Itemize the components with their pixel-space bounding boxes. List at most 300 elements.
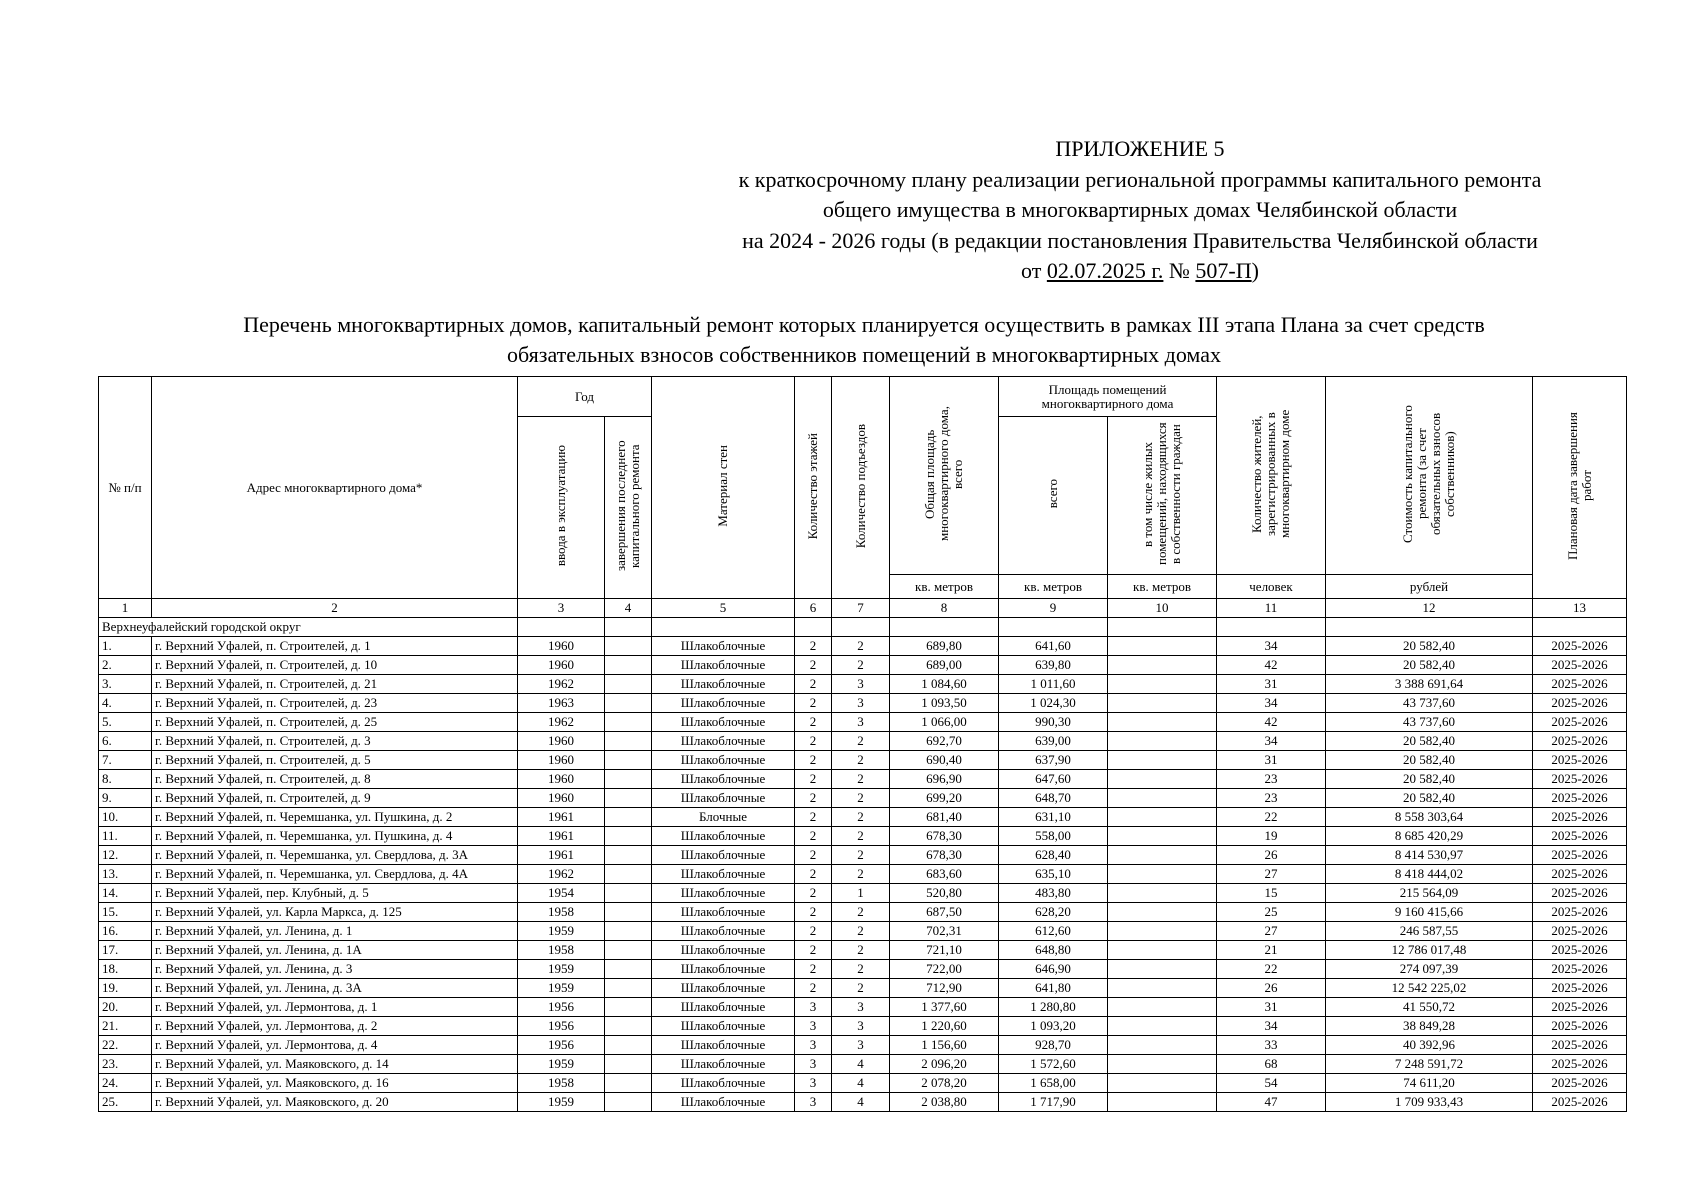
entrances-cell: 4	[832, 1093, 890, 1112]
entrances-cell: 3	[832, 1036, 890, 1055]
residents-cell: 23	[1217, 770, 1326, 789]
entrances-cell: 3	[832, 1017, 890, 1036]
wall-material-cell: Шлакоблочные	[652, 1017, 795, 1036]
commission-year-cell: 1961	[518, 827, 605, 846]
private-area-cell	[1108, 922, 1217, 941]
appendix-closing-paren: )	[1251, 258, 1259, 283]
private-area-cell	[1108, 1074, 1217, 1093]
repair-cost-cell: 8 418 444,02	[1326, 865, 1533, 884]
residents-cell: 42	[1217, 656, 1326, 675]
appendix-number: 507-П	[1195, 258, 1252, 283]
commission-year-cell: 1963	[518, 694, 605, 713]
column-number-8: 8	[890, 599, 999, 618]
row-number: 20.	[99, 998, 152, 1017]
entrances-cell: 2	[832, 922, 890, 941]
total-area-cell: 702,31	[890, 922, 999, 941]
premises-area-cell: 639,80	[999, 656, 1108, 675]
last-repair-year-cell	[605, 884, 652, 903]
wall-material-cell: Шлакоблочные	[652, 770, 795, 789]
column-number-12: 12	[1326, 599, 1533, 618]
planned-date-cell: 2025-2026	[1533, 713, 1627, 732]
planned-date-cell: 2025-2026	[1533, 808, 1627, 827]
floors-cell: 3	[795, 1074, 832, 1093]
floors-cell: 2	[795, 979, 832, 998]
column-number-11: 11	[1217, 599, 1326, 618]
commission-year-cell: 1960	[518, 637, 605, 656]
address-cell: г. Верхний Уфалей, п. Строителей, д. 9	[152, 789, 518, 808]
address-cell: г. Верхний Уфалей, ул. Маяковского, д. 14	[152, 1055, 518, 1074]
last-repair-year-cell	[605, 789, 652, 808]
commission-year-cell: 1959	[518, 960, 605, 979]
premises-area-cell: 628,20	[999, 903, 1108, 922]
commission-year-cell: 1956	[518, 1017, 605, 1036]
header-premises-private: в том числе жилых помещений, находящихся в собственности граждан	[1140, 422, 1183, 566]
last-repair-year-cell	[605, 732, 652, 751]
private-area-cell	[1108, 998, 1217, 1017]
residents-cell: 26	[1217, 979, 1326, 998]
table-row	[99, 1074, 1627, 1093]
floors-cell: 3	[795, 1093, 832, 1112]
wall-material-cell: Шлакоблочные	[652, 903, 795, 922]
address-cell: г. Верхний Уфалей, п. Черемшанка, ул. Пушкина, д. 2	[152, 808, 518, 827]
planned-date-cell: 2025-2026	[1533, 656, 1627, 675]
premises-area-cell: 1 280,80	[999, 998, 1108, 1017]
address-cell: г. Верхний Уфалей, ул. Ленина, д. 1А	[152, 941, 518, 960]
residents-cell: 22	[1217, 960, 1326, 979]
header-entrances: Количество подъездов	[852, 423, 868, 549]
wall-material-cell: Шлакоблочные	[652, 751, 795, 770]
entrances-cell: 2	[832, 732, 890, 751]
total-area-cell: 721,10	[890, 941, 999, 960]
address-cell: г. Верхний Уфалей, ул. Лермонтова, д. 2	[152, 1017, 518, 1036]
row-number: 15.	[99, 903, 152, 922]
row-number: 1.	[99, 637, 152, 656]
header-year-last-repair-cell	[605, 417, 652, 599]
planned-date-cell: 2025-2026	[1533, 922, 1627, 941]
address-cell: г. Верхний Уфалей, п. Строителей, д. 25	[152, 713, 518, 732]
last-repair-year-cell	[605, 637, 652, 656]
wall-material-cell: Блочные	[652, 808, 795, 827]
address-cell: г. Верхний Уфалей, п. Строителей, д. 5	[152, 751, 518, 770]
total-area-cell: 2 078,20	[890, 1074, 999, 1093]
appendix-date-prefix: от	[1021, 258, 1042, 283]
residents-cell: 27	[1217, 922, 1326, 941]
header-planned-date: Плановая дата завершения работ	[1564, 412, 1594, 560]
floors-cell: 2	[795, 713, 832, 732]
wall-material-cell: Шлакоблочные	[652, 637, 795, 656]
repair-cost-cell: 41 550,72	[1326, 998, 1533, 1017]
last-repair-year-cell	[605, 846, 652, 865]
total-area-cell: 681,40	[890, 808, 999, 827]
table-row	[99, 694, 1627, 713]
commission-year-cell: 1960	[518, 656, 605, 675]
premises-area-cell: 990,30	[999, 713, 1108, 732]
premises-area-cell: 635,10	[999, 865, 1108, 884]
address-cell: г. Верхний Уфалей, ул. Лермонтова, д. 4	[152, 1036, 518, 1055]
row-number: 6.	[99, 732, 152, 751]
row-number: 10.	[99, 808, 152, 827]
buildings-table	[98, 376, 1627, 1112]
column-number-1: 1	[99, 599, 152, 618]
premises-area-cell: 928,70	[999, 1036, 1108, 1055]
private-area-cell	[1108, 789, 1217, 808]
total-area-cell: 1 156,60	[890, 1036, 999, 1055]
planned-date-cell: 2025-2026	[1533, 637, 1627, 656]
total-area-cell: 1 220,60	[890, 1017, 999, 1036]
entrances-cell: 3	[832, 713, 890, 732]
residents-cell: 25	[1217, 903, 1326, 922]
residents-cell: 33	[1217, 1036, 1326, 1055]
repair-cost-cell: 20 582,40	[1326, 637, 1533, 656]
commission-year-cell: 1962	[518, 865, 605, 884]
private-area-cell	[1108, 751, 1217, 770]
group-label: Верхнеуфалейский городской округ	[99, 618, 518, 637]
table-row	[99, 1055, 1627, 1074]
column-number-9: 9	[999, 599, 1108, 618]
header-premises-total: всего	[1045, 479, 1060, 509]
commission-year-cell: 1960	[518, 751, 605, 770]
header-total-area-cell	[890, 377, 999, 575]
repair-cost-cell: 12 786 017,48	[1326, 941, 1533, 960]
last-repair-year-cell	[605, 713, 652, 732]
premises-area-cell: 648,70	[999, 789, 1108, 808]
table-row	[99, 751, 1627, 770]
header-year-commission: ввода в эксплуатацию	[553, 445, 568, 567]
row-number: 22.	[99, 1036, 152, 1055]
floors-cell: 2	[795, 751, 832, 770]
last-repair-year-cell	[605, 808, 652, 827]
residents-cell: 21	[1217, 941, 1326, 960]
total-area-cell: 722,00	[890, 960, 999, 979]
commission-year-cell: 1960	[518, 770, 605, 789]
entrances-cell: 3	[832, 998, 890, 1017]
private-area-cell	[1108, 713, 1217, 732]
group-empty-cell	[1326, 618, 1533, 637]
address-cell: г. Верхний Уфалей, п. Строителей, д. 23	[152, 694, 518, 713]
repair-cost-cell: 20 582,40	[1326, 770, 1533, 789]
planned-date-cell: 2025-2026	[1533, 1036, 1627, 1055]
repair-cost-cell: 38 849,28	[1326, 1017, 1533, 1036]
wall-material-cell: Шлакоблочные	[652, 960, 795, 979]
column-number-7: 7	[832, 599, 890, 618]
last-repair-year-cell	[605, 903, 652, 922]
entrances-cell: 2	[832, 827, 890, 846]
last-repair-year-cell	[605, 941, 652, 960]
wall-material-cell: Шлакоблочные	[652, 656, 795, 675]
wall-material-cell: Шлакоблочные	[652, 941, 795, 960]
residents-cell: 15	[1217, 884, 1326, 903]
planned-date-cell: 2025-2026	[1533, 1055, 1627, 1074]
table-row	[99, 1093, 1627, 1112]
planned-date-cell: 2025-2026	[1533, 903, 1627, 922]
group-empty-cell	[999, 618, 1108, 637]
entrances-cell: 4	[832, 1055, 890, 1074]
row-number: 16.	[99, 922, 152, 941]
appendix-line-3: на 2024 - 2026 годы (в редакции постановления Правительства Челябинской области	[742, 227, 1538, 253]
entrances-cell: 2	[832, 789, 890, 808]
list-title	[98, 310, 1630, 370]
planned-date-cell: 2025-2026	[1533, 789, 1627, 808]
residents-cell: 22	[1217, 808, 1326, 827]
last-repair-year-cell	[605, 770, 652, 789]
private-area-cell	[1108, 656, 1217, 675]
repair-cost-cell: 8 558 303,64	[1326, 808, 1533, 827]
residents-cell: 47	[1217, 1093, 1326, 1112]
repair-cost-cell: 20 582,40	[1326, 751, 1533, 770]
address-cell: г. Верхний Уфалей, ул. Ленина, д. 3А	[152, 979, 518, 998]
repair-cost-cell: 12 542 225,02	[1326, 979, 1533, 998]
total-area-cell: 690,40	[890, 751, 999, 770]
planned-date-cell: 2025-2026	[1533, 865, 1627, 884]
floors-cell: 2	[795, 770, 832, 789]
wall-material-cell: Шлакоблочные	[652, 827, 795, 846]
floors-cell: 2	[795, 637, 832, 656]
premises-area-cell: 628,40	[999, 846, 1108, 865]
row-number: 8.	[99, 770, 152, 789]
header-floors-cell	[795, 377, 832, 599]
repair-cost-cell: 20 582,40	[1326, 656, 1533, 675]
table-row	[99, 1017, 1627, 1036]
total-area-cell: 678,30	[890, 827, 999, 846]
private-area-cell	[1108, 732, 1217, 751]
row-number: 17.	[99, 941, 152, 960]
address-cell: г. Верхний Уфалей, п. Строителей, д. 21	[152, 675, 518, 694]
unit-area-total: кв. метров	[890, 575, 999, 599]
commission-year-cell: 1956	[518, 998, 605, 1017]
row-number: 7.	[99, 751, 152, 770]
appendix-heading	[660, 134, 1620, 287]
planned-date-cell: 2025-2026	[1533, 770, 1627, 789]
private-area-cell	[1108, 675, 1217, 694]
total-area-cell: 1 377,60	[890, 998, 999, 1017]
wall-material-cell: Шлакоблочные	[652, 789, 795, 808]
commission-year-cell: 1954	[518, 884, 605, 903]
floors-cell: 2	[795, 827, 832, 846]
last-repair-year-cell	[605, 694, 652, 713]
repair-cost-cell: 274 097,39	[1326, 960, 1533, 979]
table-row	[99, 903, 1627, 922]
planned-date-cell: 2025-2026	[1533, 1093, 1627, 1112]
header-premises-private-cell	[1108, 417, 1217, 575]
row-number: 25.	[99, 1093, 152, 1112]
group-row	[99, 618, 1627, 637]
entrances-cell: 2	[832, 903, 890, 922]
wall-material-cell: Шлакоблочные	[652, 865, 795, 884]
table-row	[99, 827, 1627, 846]
private-area-cell	[1108, 941, 1217, 960]
commission-year-cell: 1961	[518, 808, 605, 827]
wall-material-cell: Шлакоблочные	[652, 694, 795, 713]
planned-date-cell: 2025-2026	[1533, 1074, 1627, 1093]
last-repair-year-cell	[605, 1055, 652, 1074]
last-repair-year-cell	[605, 656, 652, 675]
total-area-cell: 689,80	[890, 637, 999, 656]
unit-area-premises: кв. метров	[999, 575, 1108, 599]
table-row	[99, 865, 1627, 884]
residents-cell: 34	[1217, 694, 1326, 713]
entrances-cell: 2	[832, 808, 890, 827]
premises-area-cell: 1 011,60	[999, 675, 1108, 694]
row-number: 21.	[99, 1017, 152, 1036]
premises-area-cell: 1 717,90	[999, 1093, 1108, 1112]
premises-area-cell: 646,90	[999, 960, 1108, 979]
planned-date-cell: 2025-2026	[1533, 979, 1627, 998]
column-numbers-row	[99, 599, 1627, 618]
private-area-cell	[1108, 1036, 1217, 1055]
repair-cost-cell: 7 248 591,72	[1326, 1055, 1533, 1074]
row-number: 3.	[99, 675, 152, 694]
total-area-cell: 678,30	[890, 846, 999, 865]
residents-cell: 68	[1217, 1055, 1326, 1074]
premises-area-cell: 639,00	[999, 732, 1108, 751]
header-residents-cell	[1217, 377, 1326, 575]
row-number: 24.	[99, 1074, 152, 1093]
floors-cell: 2	[795, 960, 832, 979]
entrances-cell: 2	[832, 941, 890, 960]
group-empty-cell	[1533, 618, 1627, 637]
floors-cell: 3	[795, 998, 832, 1017]
header-residents: Количество жителей, зарегистрированных в многоквартирном доме	[1249, 409, 1292, 539]
total-area-cell: 1 084,60	[890, 675, 999, 694]
commission-year-cell: 1959	[518, 979, 605, 998]
residents-cell: 27	[1217, 865, 1326, 884]
header-entrances-cell	[832, 377, 890, 599]
total-area-cell: 2 096,20	[890, 1055, 999, 1074]
private-area-cell	[1108, 903, 1217, 922]
repair-cost-cell: 74 611,20	[1326, 1074, 1533, 1093]
table-row	[99, 998, 1627, 1017]
premises-area-cell: 641,60	[999, 637, 1108, 656]
row-number: 2.	[99, 656, 152, 675]
entrances-cell: 2	[832, 656, 890, 675]
header-address: Адрес многоквартирного дома*	[152, 377, 518, 599]
row-number: 19.	[99, 979, 152, 998]
last-repair-year-cell	[605, 675, 652, 694]
header-premises-area: Площадь помещений многоквартирного дома	[999, 377, 1217, 417]
private-area-cell	[1108, 637, 1217, 656]
private-area-cell	[1108, 979, 1217, 998]
premises-area-cell: 1 024,30	[999, 694, 1108, 713]
premises-area-cell: 1 658,00	[999, 1074, 1108, 1093]
column-number-10: 10	[1108, 599, 1217, 618]
table-row	[99, 922, 1627, 941]
planned-date-cell: 2025-2026	[1533, 941, 1627, 960]
floors-cell: 2	[795, 789, 832, 808]
address-cell: г. Верхний Уфалей, ул. Ленина, д. 3	[152, 960, 518, 979]
residents-cell: 23	[1217, 789, 1326, 808]
premises-area-cell: 637,90	[999, 751, 1108, 770]
planned-date-cell: 2025-2026	[1533, 827, 1627, 846]
floors-cell: 2	[795, 675, 832, 694]
address-cell: г. Верхний Уфалей, п. Черемшанка, ул. Пушкина, д. 4	[152, 827, 518, 846]
group-empty-cell	[890, 618, 999, 637]
repair-cost-cell: 20 582,40	[1326, 789, 1533, 808]
private-area-cell	[1108, 960, 1217, 979]
table-row	[99, 789, 1627, 808]
premises-area-cell: 631,10	[999, 808, 1108, 827]
table-body	[99, 618, 1627, 1112]
wall-material-cell: Шлакоблочные	[652, 1036, 795, 1055]
floors-cell: 2	[795, 808, 832, 827]
floors-cell: 2	[795, 694, 832, 713]
wall-material-cell: Шлакоблочные	[652, 1093, 795, 1112]
private-area-cell	[1108, 1017, 1217, 1036]
commission-year-cell: 1959	[518, 922, 605, 941]
planned-date-cell: 2025-2026	[1533, 751, 1627, 770]
planned-date-cell: 2025-2026	[1533, 884, 1627, 903]
total-area-cell: 689,00	[890, 656, 999, 675]
total-area-cell: 1 066,00	[890, 713, 999, 732]
group-empty-cell	[652, 618, 795, 637]
row-number: 23.	[99, 1055, 152, 1074]
repair-cost-cell: 9 160 415,66	[1326, 903, 1533, 922]
premises-area-cell: 648,80	[999, 941, 1108, 960]
header-total-area: Общая площадь многоквартирного дома, всего	[922, 406, 965, 542]
commission-year-cell: 1962	[518, 675, 605, 694]
total-area-cell: 699,20	[890, 789, 999, 808]
header-year: Год	[518, 377, 652, 417]
floors-cell: 2	[795, 941, 832, 960]
column-number-13: 13	[1533, 599, 1627, 618]
last-repair-year-cell	[605, 922, 652, 941]
repair-cost-cell: 8 414 530,97	[1326, 846, 1533, 865]
header-repair-cost: Стоимость капитального ремонта (за счет обязательных взносов собственников)	[1400, 405, 1457, 543]
repair-cost-cell: 3 388 691,64	[1326, 675, 1533, 694]
floors-cell: 2	[795, 884, 832, 903]
residents-cell: 34	[1217, 1017, 1326, 1036]
table-row	[99, 808, 1627, 827]
last-repair-year-cell	[605, 979, 652, 998]
premises-area-cell: 1 572,60	[999, 1055, 1108, 1074]
address-cell: г. Верхний Уфалей, ул. Маяковского, д. 16	[152, 1074, 518, 1093]
residents-cell: 34	[1217, 732, 1326, 751]
address-cell: г. Верхний Уфалей, п. Черемшанка, ул. Свердлова, д. 4А	[152, 865, 518, 884]
entrances-cell: 2	[832, 979, 890, 998]
entrances-cell: 4	[832, 1074, 890, 1093]
wall-material-cell: Шлакоблочные	[652, 884, 795, 903]
address-cell: г. Верхний Уфалей, п. Черемшанка, ул. Свердлова, д. 3А	[152, 846, 518, 865]
residents-cell: 31	[1217, 998, 1326, 1017]
entrances-cell: 3	[832, 675, 890, 694]
header-year-commission-cell	[518, 417, 605, 599]
last-repair-year-cell	[605, 1074, 652, 1093]
planned-date-cell: 2025-2026	[1533, 846, 1627, 865]
premises-area-cell: 641,80	[999, 979, 1108, 998]
address-cell: г. Верхний Уфалей, ул. Лермонтова, д. 1	[152, 998, 518, 1017]
last-repair-year-cell	[605, 998, 652, 1017]
total-area-cell: 1 093,50	[890, 694, 999, 713]
residents-cell: 26	[1217, 846, 1326, 865]
address-cell: г. Верхний Уфалей, п. Строителей, д. 10	[152, 656, 518, 675]
address-cell: г. Верхний Уфалей, п. Строителей, д. 3	[152, 732, 518, 751]
wall-material-cell: Шлакоблочные	[652, 998, 795, 1017]
unit-rubles: рублей	[1326, 575, 1533, 599]
private-area-cell	[1108, 1093, 1217, 1112]
floors-cell: 2	[795, 846, 832, 865]
planned-date-cell: 2025-2026	[1533, 732, 1627, 751]
table-row	[99, 637, 1627, 656]
last-repair-year-cell	[605, 751, 652, 770]
table-row	[99, 713, 1627, 732]
header-num: № п/п	[99, 377, 152, 599]
commission-year-cell: 1958	[518, 941, 605, 960]
group-empty-cell	[795, 618, 832, 637]
entrances-cell: 2	[832, 770, 890, 789]
header-repair-cost-cell	[1326, 377, 1533, 575]
appendix-date: 02.07.2025 г.	[1046, 258, 1164, 283]
planned-date-cell: 2025-2026	[1533, 1017, 1627, 1036]
table-row	[99, 846, 1627, 865]
